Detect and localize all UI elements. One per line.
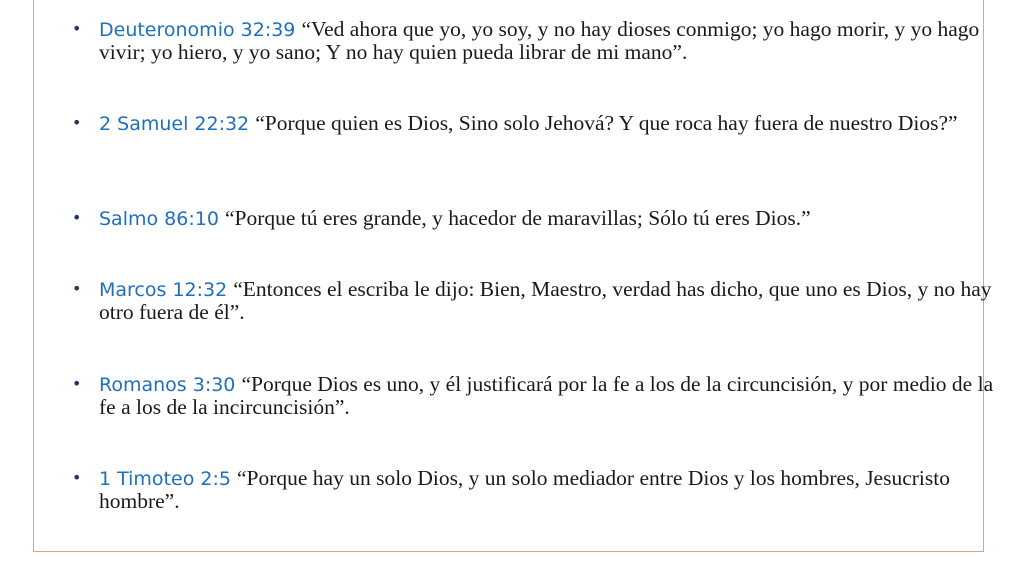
verse-text: “Porque tú eres grande, y hacedor de maravillas; Sólo tú eres Dios.” — [224, 206, 811, 230]
verse-reference: 1 Timoteo 2:5 — [99, 468, 237, 490]
verse-item — [72, 278, 1004, 323]
verse-text: “Ved ahora que yo, yo soy, y no hay dioses conmigo; yo hago morir, y yo hago vivir; yo hiero, y yo sano; Y no hay quien pueda librar de mi mano”. — [99, 17, 980, 64]
verse-item — [72, 373, 1004, 418]
verse-reference: Marcos 12:32 — [99, 279, 234, 301]
verse-reference: Salmo 86:10 — [99, 208, 225, 230]
bullet-dot-icon: • — [72, 113, 82, 132]
bullet-dot-icon: • — [72, 468, 82, 487]
verse-text: “Entonces el escriba le dijo: Bien, Maestro, verdad has dicho, que uno es Dios, y no hay otro fuera de él”. — [99, 277, 992, 324]
bullet-dot-icon: • — [72, 19, 82, 38]
bullet-dot-icon: • — [72, 208, 82, 227]
verse-reference: 2 Samuel 22:32 — [99, 113, 256, 135]
bullet-dot-icon: • — [72, 279, 82, 298]
verse-text: “Porque quien es Dios, Sino solo Jehová? Y que roca hay fuera de nuestro Dios?” — [255, 111, 958, 135]
verse-reference: Romanos 3:30 — [99, 374, 242, 396]
verse-item — [72, 18, 1004, 63]
verse-reference: Deuteronomio 32:39 — [99, 19, 302, 41]
verse-text: “Porque hay un solo Dios, y un solo mediador entre Dios y los hombres, Jesucristo hombre”. — [99, 466, 950, 513]
verse-item — [72, 207, 1004, 230]
verse-item — [72, 467, 1004, 512]
verse-item — [72, 112, 1004, 135]
verse-text: “Porque Dios es uno, y él justificará por la fe a los de la circuncisión, y por medio de la fe a los de la incircuncisión”. — [99, 372, 994, 419]
bullet-dot-icon: • — [72, 374, 82, 393]
